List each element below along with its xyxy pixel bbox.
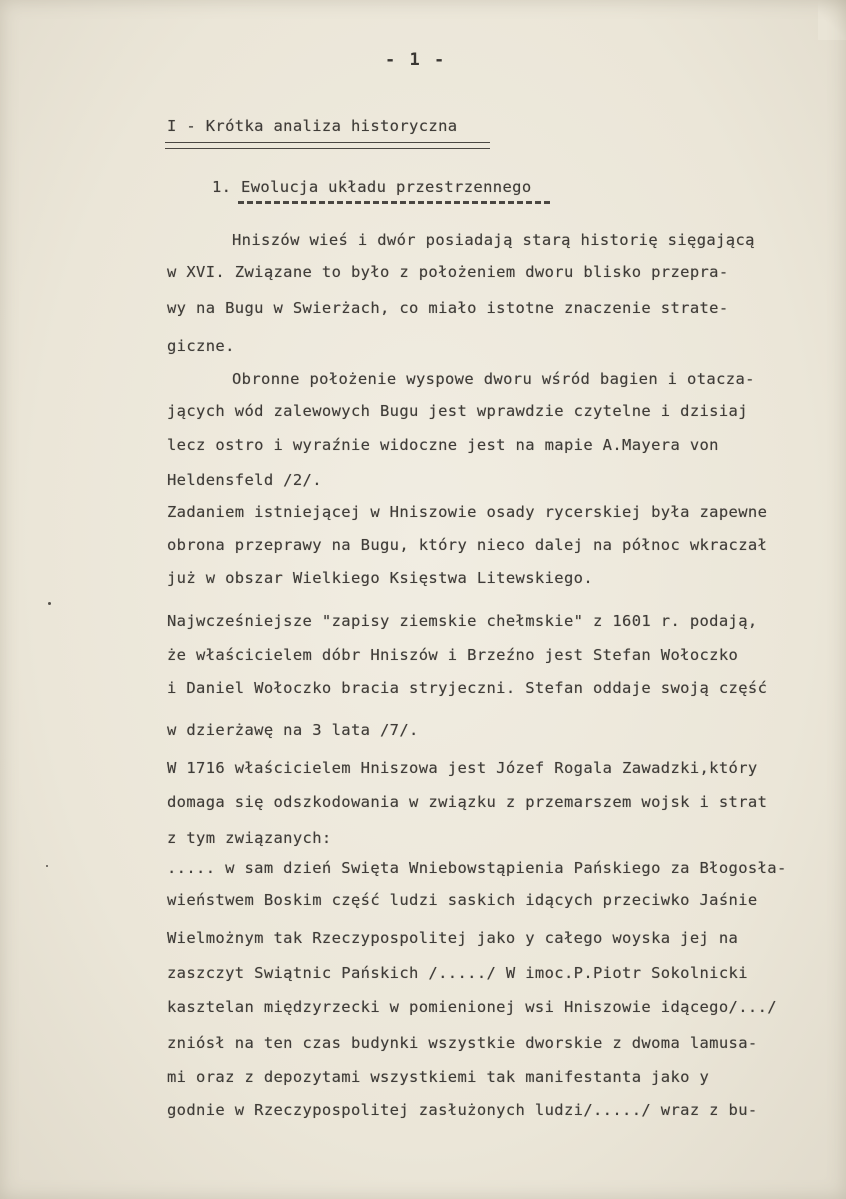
text-line: mi oraz z depozytami wszystkiemi tak manifestanta jako y [167, 1068, 710, 1086]
text-line: Najwcześniejsze "zapisy ziemskie chełmskie" z 1601 r. podają, [167, 612, 758, 630]
text-line: W 1716 właścicielem Hniszowa jest Józef Rogala Zawadzki,który [167, 759, 758, 777]
text-line: wy na Bugu w Swierżach, co miało istotne znaczenie strate- [167, 299, 729, 317]
page-number: - 1 - [385, 50, 447, 70]
text-line: że właścicielem dóbr Hniszów i Brzeźno jest Stefan Wołoczko [167, 646, 739, 664]
subsection-heading: 1. Ewolucja układu przestrzennego [212, 178, 532, 196]
text-line: Hniszów wieś i dwór posiadają starą historię sięgającą [232, 231, 755, 249]
text-line: Heldensfeld /2/. [167, 471, 322, 489]
subheading-dashed-underline [238, 201, 550, 204]
text-line: zniósł na ten czas budynki wszystkie dworskie z dwoma lamusa- [167, 1034, 758, 1052]
heading-double-underline [165, 142, 490, 149]
page-corner [818, 0, 846, 40]
text-line: Wielmożnym tak Rzeczypospolitej jako y całego woyska jej na [167, 929, 739, 947]
text-line: kasztelan międzyrzecki w pomienionej wsi Hniszowie idącego/.../ [167, 998, 777, 1016]
text-line: jących wód zalewowych Bugu jest wprawdzie czytelne i dzisiaj [167, 402, 748, 420]
text-line: domaga się odszkodowania w związku z przemarszem wojsk i strat [167, 793, 768, 811]
text-line: wieństwem Boskim część ludzi saskich idących przeciwko Jaśnie [167, 891, 758, 909]
section-heading: I - Krótka analiza historyczna [167, 117, 458, 135]
text-line: w dzierżawę na 3 lata /7/. [167, 721, 419, 739]
text-line: ..... w sam dzień Swięta Wniebowstąpienia Pańskiego za Błogosła- [167, 859, 787, 877]
text-line: godnie w Rzeczypospolitej zasłużonych ludzi/...../ wraz z bu- [167, 1101, 758, 1119]
text-line: giczne. [167, 337, 235, 355]
paper-speck [46, 865, 48, 867]
text-line: z tym związanych: [167, 829, 332, 847]
paper-speck [48, 602, 51, 605]
text-line: w XVI. Związane to było z położeniem dworu blisko przepra- [167, 263, 729, 281]
text-line: zaszczyt Swiątnic Pańskich /...../ W imoc.P.Piotr Sokolnicki [167, 964, 748, 982]
text-line: lecz ostro i wyraźnie widoczne jest na mapie A.Mayera von [167, 436, 719, 454]
text-line: już w obszar Wielkiego Księstwa Litewskiego. [167, 569, 593, 587]
text-line: Obronne położenie wyspowe dworu wśród bagien i otacza- [232, 370, 755, 388]
text-line: Zadaniem istniejącej w Hniszowie osady rycerskiej była zapewne [167, 503, 768, 521]
text-line: i Daniel Wołoczko bracia stryjeczni. Stefan oddaje swoją część [167, 679, 768, 697]
text-line: obrona przeprawy na Bugu, który nieco dalej na północ wkraczał [167, 536, 768, 554]
